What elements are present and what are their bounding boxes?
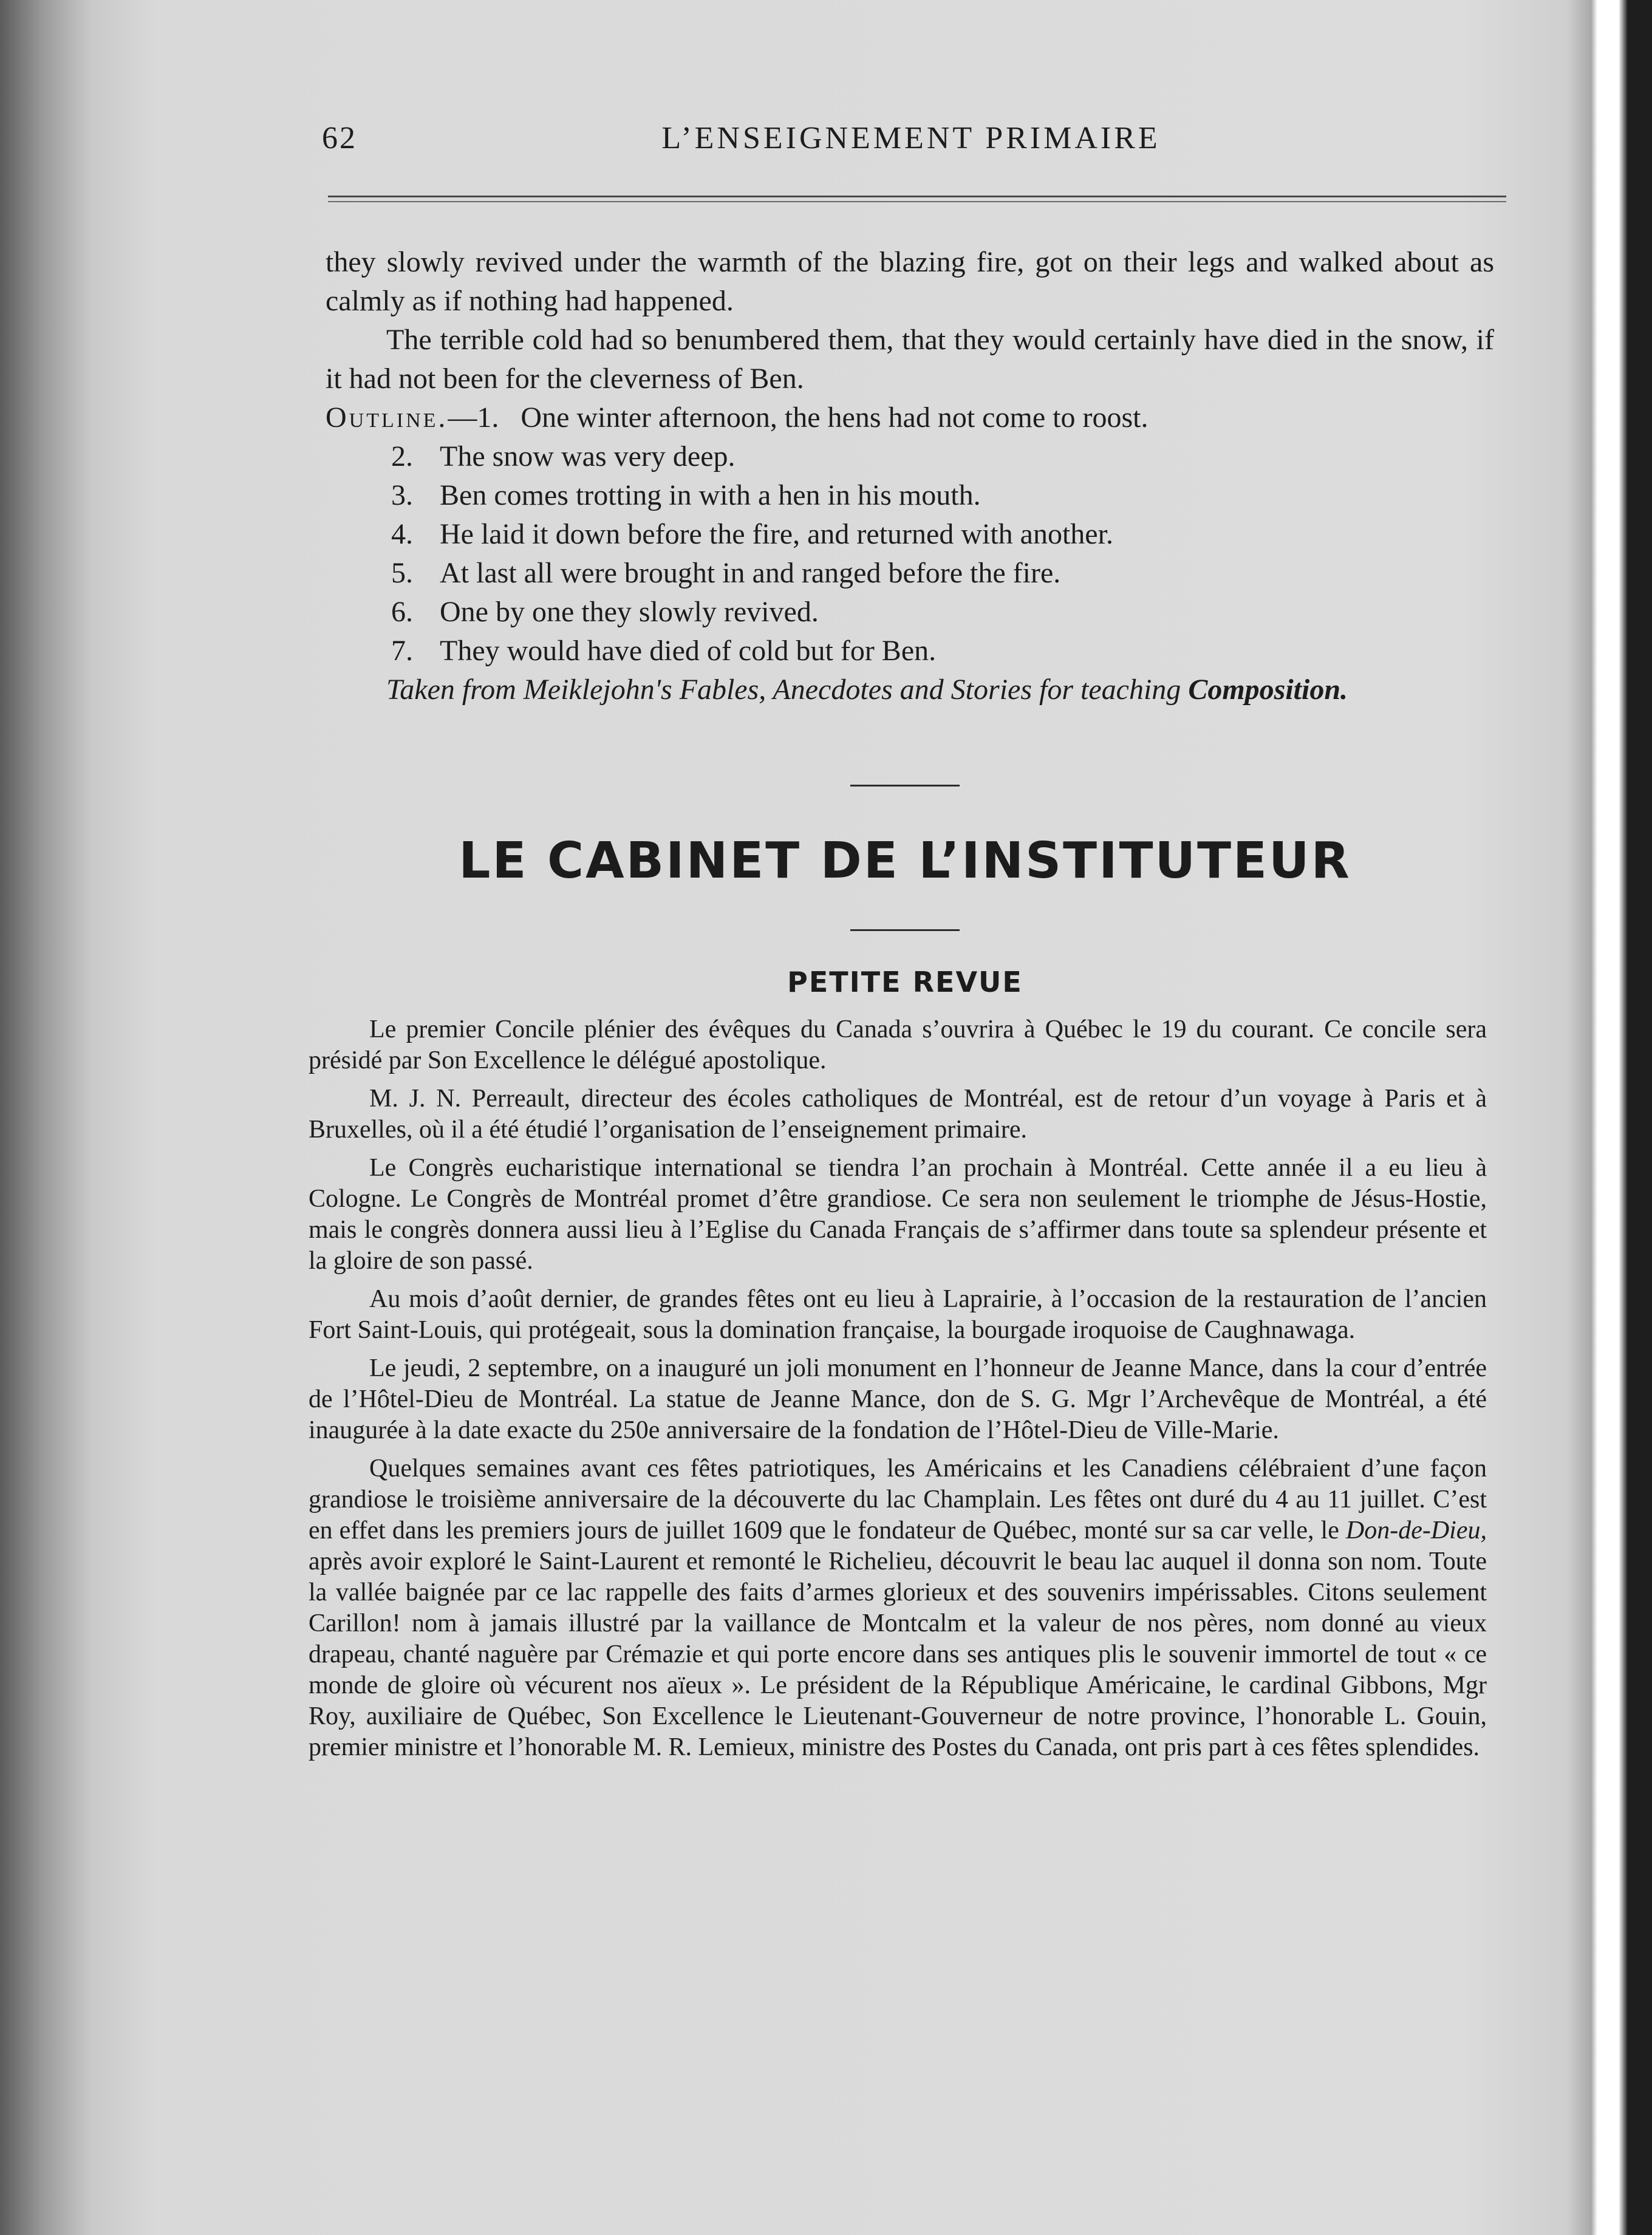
outline-item-num: 7. <box>391 635 413 667</box>
outline-item-text: One by one they slowly revived. <box>440 596 819 628</box>
outline-item <box>326 437 1494 476</box>
source-italic: Taken from Meiklejohn's Fables, Anecdotes and Stories for teaching <box>386 674 1181 706</box>
page-number: 62 <box>322 121 357 155</box>
revue-paragraph-6 <box>309 1453 1487 1763</box>
revue-paragraph-4: Au mois d’août dernier, de grandes fêtes ont eu lieu à Laprairie, à l’occasion de la restauration de l’ancien Fort Saint-Louis, qui protégeait, sous la domination française, la bourgade iroquoise de Caughnawaga. <box>309 1285 1487 1344</box>
outline-item-text: They would have died of cold but for Ben. <box>440 635 937 667</box>
outline-item <box>326 632 1494 670</box>
running-header <box>322 120 1500 175</box>
outline-item-text: One winter afternoon, the hens had not come to roost. <box>521 401 1149 434</box>
outline-item-text: The snow was very deep. <box>440 440 736 473</box>
outline-item <box>326 515 1494 554</box>
book-page <box>304 109 1506 2186</box>
revue-paragraph-6-part-1: Quelques semaines avant ces fêtes patriotiques, les Américains et les Canadiens célébraient d’une façon grandiose le troisième anniversaire de la découverte du lac Champlain. Les fêtes ont duré du 4 au 11 juillet. C’est en effet dans les premiers jours de juillet 1609 que le fondateur de Québec, monté sur sa car velle, le <box>309 1455 1487 1544</box>
revue-paragraph-3: Le Congrès eucharistique international se tiendra l’an prochain à Montréal. Cette année il a eu lieu à Cologne. Le Congrès de Montréal promet d’être grandiose. Ce sera non seulement le triomphe de Jésus-Hostie, mais le congrès donnera aussi lieu à l’Eglise du Canada Français de s’affirmer dans toute sa splendeur présente et la gloire de son passé. <box>309 1154 1487 1275</box>
revue-paragraph-2: M. J. N. Perreault, directeur des écoles catholiques de Montréal, est de retour d’un voyage à Paris et à Bruxelles, où il a été étudié l’organisation de l’enseignement primaire. <box>309 1085 1487 1144</box>
outline-item-num: 2. <box>391 440 413 473</box>
outline-item-num: 4. <box>391 518 413 550</box>
revue-paragraph-5: Le jeudi, 2 septembre, on a inauguré un joli monument en l’honneur de Jeanne Mance, dans la cour d’entrée de l’Hôtel-Dieu de Montréal. La statue de Jeanne Mance, don de S. G. Mgr l’Archevêque de Montréal, a été inaugurée à la date exacte du 250e anniversaire de la fondation de l’Hôtel-Dieu de Ville-Marie. <box>309 1354 1487 1444</box>
story-paragraph-1: they slowly revived under the warmth of the blazing fire, got on their legs and walked about as calmly as if nothing had happened. <box>326 246 1494 317</box>
outline-item-num: 5. <box>391 557 413 589</box>
outline-item <box>326 593 1494 632</box>
subsection-title: PETITE REVUE <box>787 966 1023 998</box>
outline-item-text: At last all were brought in and ranged before the fire. <box>440 557 1061 589</box>
outline-item <box>326 554 1494 593</box>
story-paragraph-2: The terrible cold had so benumbered them, that they would certainly have died in the snow, if it had not been for the cleverness of Ben. <box>326 324 1494 395</box>
outline-separator: — <box>448 401 477 434</box>
running-title: L’ENSEIGNEMENT PRIMAIRE <box>661 121 1161 155</box>
source-citation <box>326 670 1494 709</box>
outline-item-num: 1. <box>477 401 499 434</box>
outline-heading <box>326 398 1494 437</box>
outline-label: Outline. <box>326 401 448 434</box>
section-divider-top <box>850 785 960 787</box>
ship-name: Don-de-Dieu, <box>1345 1517 1487 1544</box>
petite-revue-text <box>309 1014 1487 1770</box>
outline-item-text: Ben comes trotting in with a hen in his mouth. <box>440 479 981 511</box>
story-text <box>326 243 1494 709</box>
outline-item-text: He laid it down before the fire, and returned with another. <box>440 518 1113 550</box>
outline-item <box>326 476 1494 515</box>
outline-list <box>326 437 1494 670</box>
section-divider-bottom <box>850 929 960 931</box>
revue-paragraph-1: Le premier Concile plénier des évêques du Canada s’ouvrira à Québec le 19 du courant. Ce concile sera présidé par Son Excellence le délégué apostolique. <box>309 1015 1487 1074</box>
header-rule <box>328 196 1506 202</box>
outline-item-num: 6. <box>391 596 413 628</box>
section-title: LE CABINET DE L’INSTITUTEUR <box>459 832 1351 890</box>
outline-item-num: 3. <box>391 479 413 511</box>
source-bold: Composition. <box>1188 674 1348 706</box>
revue-paragraph-6-part-2: après avoir exploré le Saint-Laurent et remonté le Richelieu, découvrit le beau lac auquel il donna son nom. Toute la vallée baignée par ce lac rappelle des faits d’armes glorieux et des souvenirs impérissables. Citons seulement Carillon! nom à jamais illustré par la vaillance de Montcalm et la valeur de nos pères, nom donné au vieux drapeau, chanté naguère par Crémazie et qui porte encore dans ses antiques plis le souvenir immortel de tout « ce monde de gloire où vécurent nos aïeux ». Le président de la République Américaine, le cardinal Gibbons, Mgr Roy, auxiliaire de Québec, Son Excellence le Lieutenant-Gouverneur de notre province, l’honorable L. Gouin, premier ministre et l’honorable M. R. Lemieux, ministre des Postes du Canada, ont pris part à ces fêtes splendides. <box>309 1547 1487 1761</box>
